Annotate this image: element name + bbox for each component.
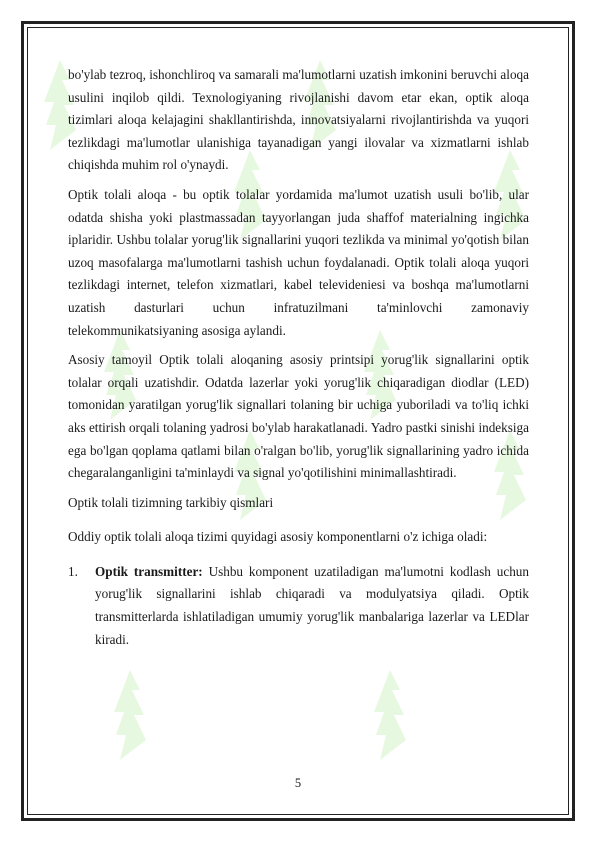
watermark-logo-icon	[110, 670, 150, 760]
document-body	[68, 64, 529, 651]
list-item-term: Optik transmitter:	[95, 563, 203, 579]
paragraph-components-intro: Oddiy optik tolali aloqa tizimi quyidagi asosiy komponentlarni o'z ichiga oladi:	[68, 529, 488, 545]
paragraph-intro-continuation: bo'ylab tezroq, ishonchliroq va samarali ma'lumotlarni uzatish imkonini beruvchi aloqa usulini inqilob qildi. Texnologiyaning rivojlanishi davom etar ekan, optik aloqa tizimlari aloqa kelajagini shakllantirishda, innovatsiyalarni rivojlantirishda va yuqori tezlikdagi ma'lumotlar ulanishiga tayanadigan yangi ilovalar va xizmatlarni ishlab chiqishda muhim rol o'ynaydi.	[68, 67, 529, 173]
watermark-logo-icon	[370, 670, 410, 760]
paragraph-fiber-definition: Optik tolali aloqa - bu optik tolalar yordamida ma'lumot uzatish usuli bo'lib, ular odatda shisha yoki plastmassadan tayyorlangan juda shaffof materialning ingichka iplaridir. Ushbu tolalar yorug'lik signallarini yuqori tezlikda va minimal yo'qotish bilan uzoq masofalarga ma'lumotlarni tashish uchun foydalanadi. Optik tolali aloqa yuqori tezlikdagi internet, telefon xizmatlari, kabel televideniesi va boshqa ma'lumotlarni uzatish dasturlari uchun infratuzilmani ta'minlovchi zamonaviy telekommunikatsiyaning asosiga aylandi.	[68, 186, 529, 338]
list-item	[68, 561, 529, 651]
section-heading-components: Optik tolali tizimning tarkibiy qismlari	[68, 494, 274, 510]
list-item-text: Ushbu komponent uzatiladigan ma'lumotni kodlash uchun yorug'lik signallarini ishlab chiqaradi va modulyatsiya qiladi. Optik transmitterlarda ishlatiladigan umumiy yorug'lik manbalariga lazerlar va LEDlar kiradi.	[95, 563, 529, 647]
list-item-number: 1.	[68, 563, 78, 579]
components-list	[68, 561, 529, 651]
page-number: 5	[294, 776, 302, 790]
paragraph-basic-principle: Asosiy tamoyil Optik tolali aloqaning asosiy printsipi yorug'lik signallarini optik tolalar orqali uzatishdir. Odatda lazerlar yoki yorug'lik chiqaradigan diodlar (LED) tomonidan yaratilgan yorug'lik signallari tolaning bir uchiga yuboriladi va to'liq ichki aks ettirish orqali tolaning yadrosi bo'ylab harakatlanadi. Yadro pastki sinishi indeksiga ega bo'lgan qoplama qatlami bilan o'ralgan bo'lib, yorug'lik signallarining yadro ichida chegaralanganligini ta'minlaydi va signal yo'qotilishini minimallashtiradi.	[68, 352, 529, 481]
